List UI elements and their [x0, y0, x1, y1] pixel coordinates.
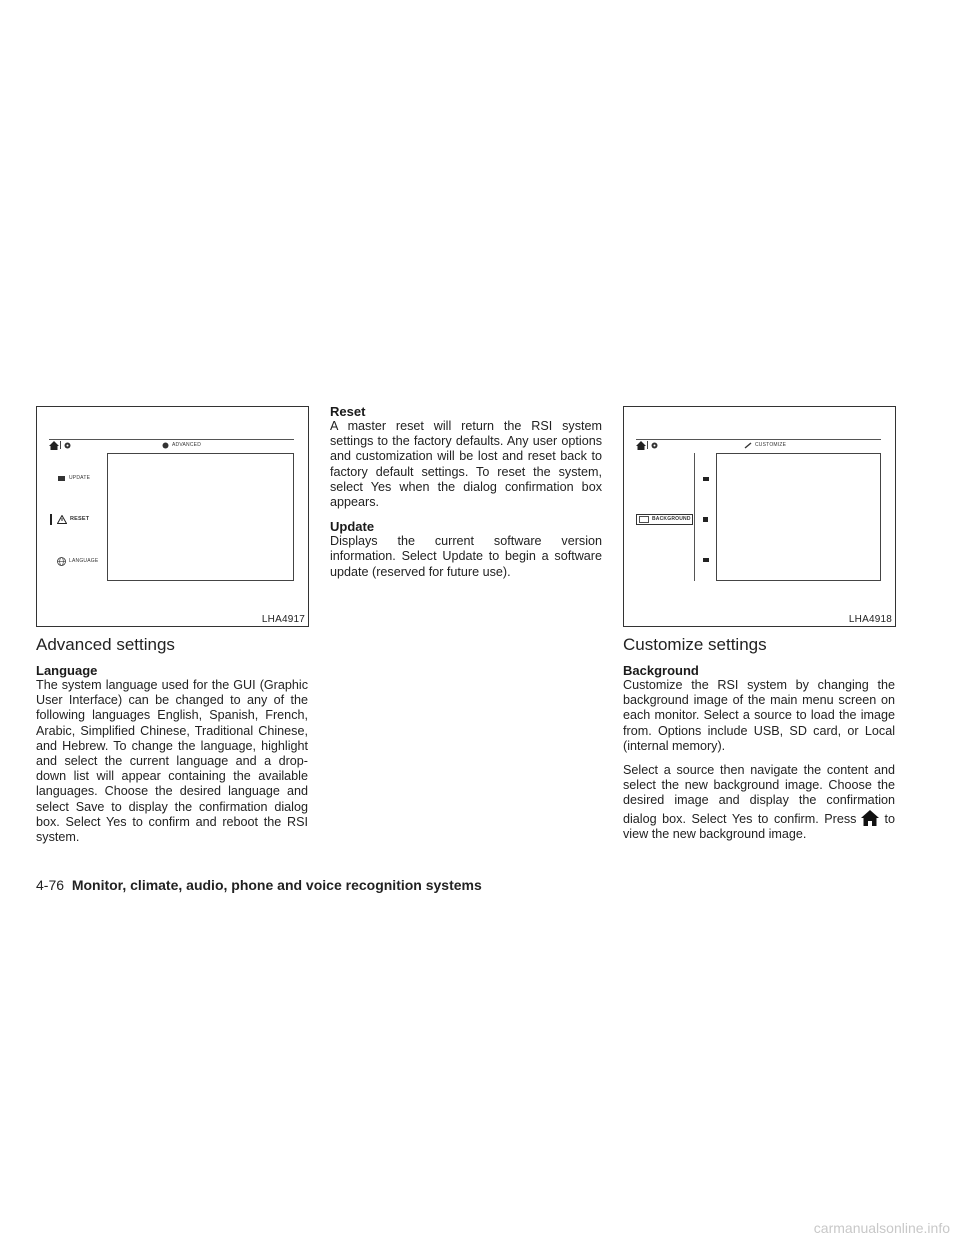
figure-id: LHA4918 [848, 614, 892, 625]
screen-top-line [636, 439, 881, 440]
globe-icon [57, 557, 66, 566]
menu-item-reset: RESET [70, 516, 90, 522]
screen-top-line [49, 439, 294, 440]
menu-item-update: UPDATE [69, 475, 91, 481]
figure-id: LHA4917 [261, 614, 305, 625]
screen-content-panel [107, 453, 294, 581]
paragraph-background-2-start: Select a source then navigate the content and select the new background image. Choose the desired image and display the confirmation dialog box. Select Yes to confirm. Press [623, 763, 895, 826]
paragraph-reset: A master reset will return the RSI system settings to the factory defaults. Any user options and customization will be lost and reset back to factory default settings. To reset the system, select Yes when the dialog confirmation box appears. [330, 419, 602, 510]
home-icon [49, 441, 59, 450]
gear-icon [651, 442, 658, 449]
paragraph-background-2-end: to view the new background image. [623, 811, 895, 841]
sd-source-icon [703, 517, 708, 522]
screen-content-panel [716, 453, 881, 581]
usb-source-icon [703, 477, 709, 481]
warning-icon [57, 515, 67, 524]
menu-item-background: BACKGROUND [652, 516, 691, 522]
local-source-icon [703, 558, 709, 562]
watermark: carmanualsonline.info [813, 1220, 950, 1236]
paragraph-background-2 [623, 763, 895, 842]
screen-header-label: CUSTOMIZE [755, 442, 787, 448]
home-icon [636, 441, 646, 450]
page-number: 4-76 [36, 877, 65, 893]
figure-advanced-screen [36, 406, 309, 627]
advanced-header-icon [162, 442, 169, 449]
advanced-settings-section [36, 635, 308, 854]
chapter-title: Monitor, climate, audio, phone and voice recognition systems [71, 877, 482, 893]
gear-icon [64, 442, 71, 449]
breadcrumb-separator [647, 441, 648, 449]
heading-language: Language [36, 663, 98, 678]
brush-icon [744, 442, 752, 449]
heading-update: Update [330, 519, 375, 535]
page-footer [36, 877, 482, 893]
paragraph-language: The system language used for the GUI (Graphic User Interface) can be changed to any of the following languages English, Spanish, French, Arabic, Simplified Chinese, Traditional Chinese, and Hebrew. To change the language, highlight and select the current language and a drop-down list will appear containing the available languages. Choose the desired language and select Save to display the confirmation dialog box. Select Yes to confirm and reboot the RSI system. [36, 678, 308, 845]
selection-indicator [50, 514, 52, 525]
heading-reset: Reset [330, 404, 366, 419]
customize-settings-section [623, 635, 895, 851]
menu-item-language: LANGUAGE [69, 558, 99, 564]
figure-customize-screen [623, 406, 896, 627]
screen-header-label: ADVANCED [172, 442, 202, 448]
section-title-advanced: Advanced settings [36, 635, 175, 654]
paragraph-background-1: Customize the RSI system by changing the background image of the main menu screen on each monitor. Select a source to load the image from. Options include USB, SD card, or Local (internal memory). [623, 678, 895, 753]
heading-background: Background [623, 663, 699, 678]
breadcrumb-separator [60, 441, 61, 449]
update-icon [58, 476, 65, 481]
reset-update-section [330, 404, 602, 589]
source-column-divider-left [694, 453, 695, 581]
section-title-customize: Customize settings [623, 635, 767, 654]
home-icon [860, 809, 880, 827]
image-icon [639, 516, 649, 523]
paragraph-update: Displays the current software version information. Select Update to begin a software update (reserved for future use). [330, 534, 602, 579]
